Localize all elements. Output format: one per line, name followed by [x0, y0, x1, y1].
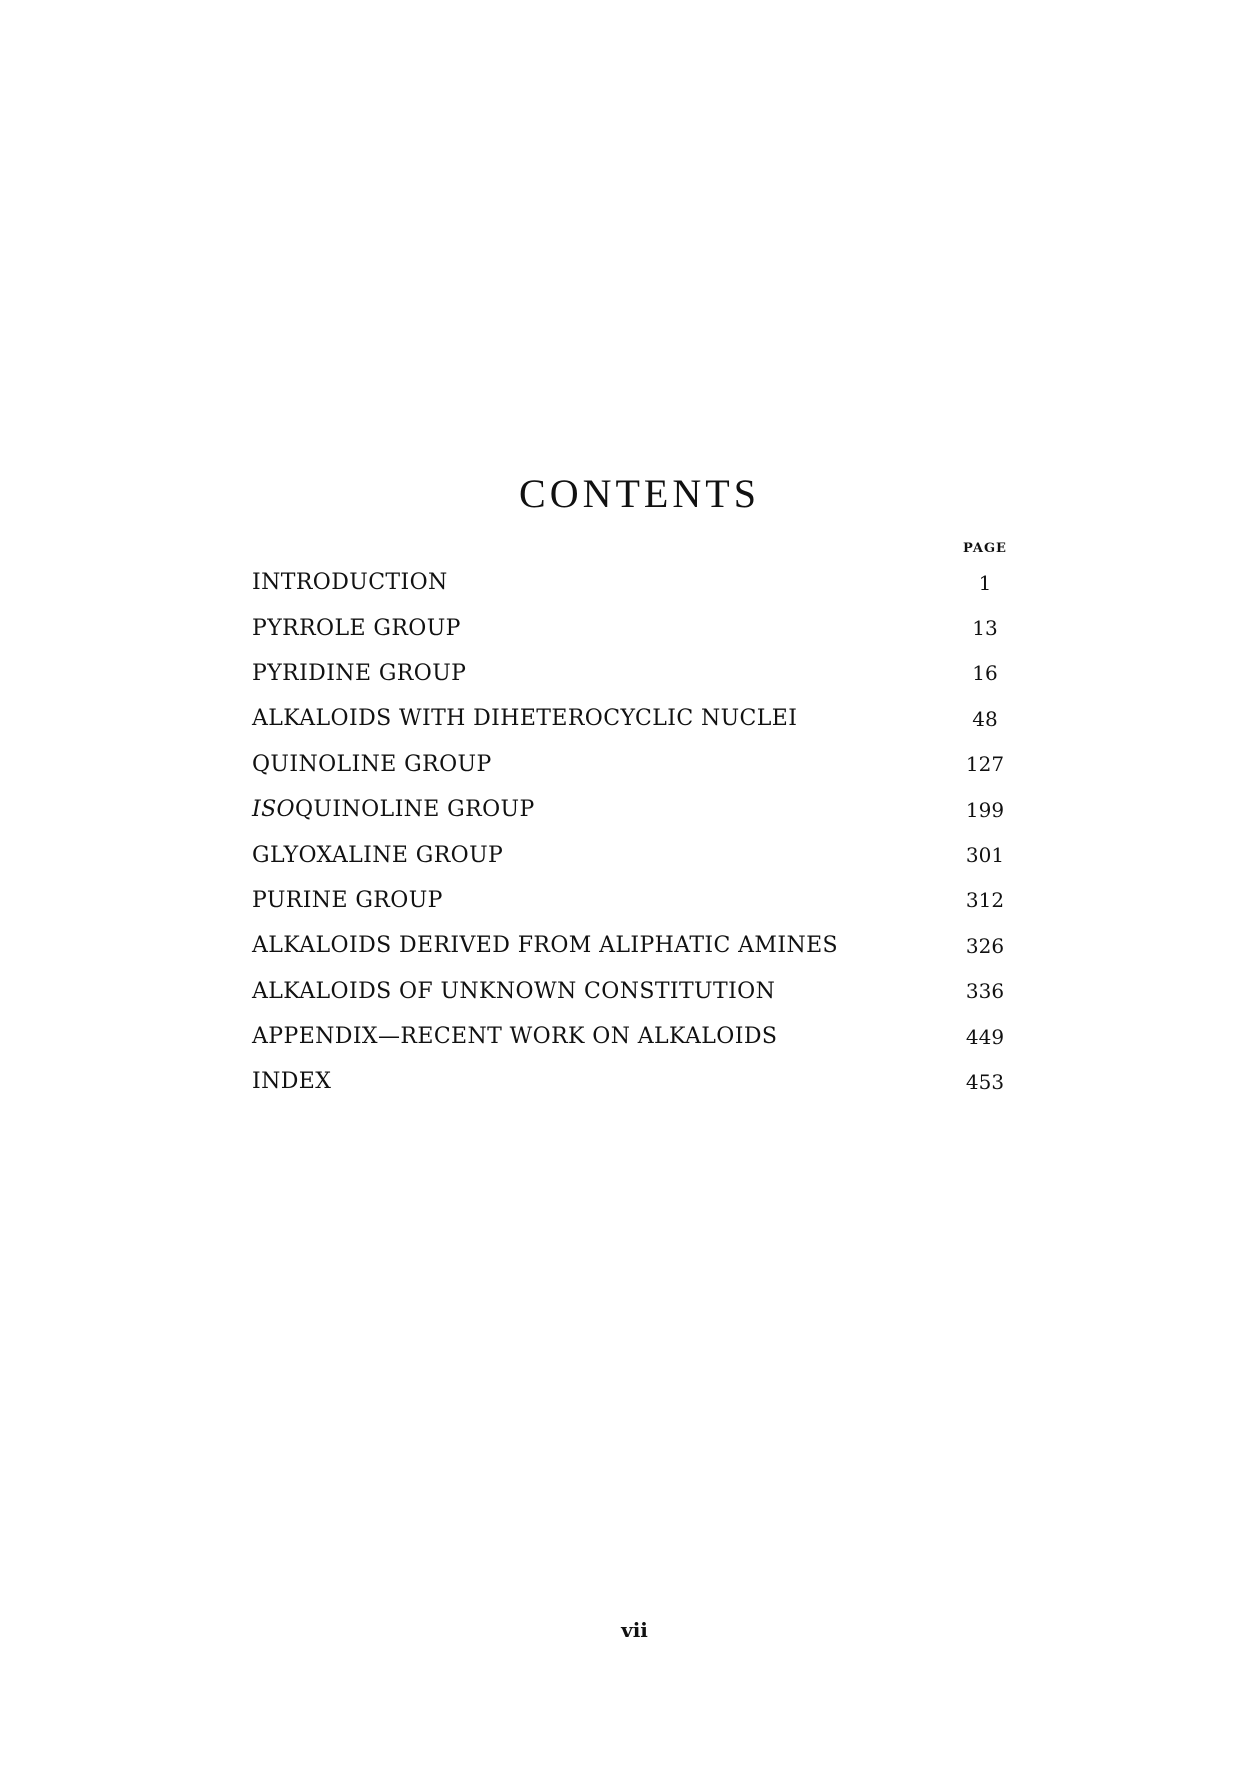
- table-of-contents: [252, 560, 1012, 1105]
- toc-entry: [252, 832, 1012, 877]
- toc-entry-label: PYRIDINE GROUP: [252, 660, 467, 686]
- toc-entry-label: PURINE GROUP: [252, 887, 443, 913]
- toc-entry-label: ALKALOIDS OF UNKNOWN CONSTITUTION: [252, 978, 776, 1004]
- page-number: vii: [621, 1618, 648, 1642]
- toc-entry-label: APPENDIX—RECENT WORK ON ALKALOIDS: [252, 1024, 778, 1050]
- page-column-header: PAGE: [963, 541, 1007, 556]
- toc-entry: [252, 560, 1012, 605]
- toc-entry-page: 326: [965, 933, 1005, 958]
- toc-entry-page: 312: [965, 888, 1005, 913]
- toc-entry: [252, 878, 1012, 923]
- toc-entry: [252, 969, 1012, 1014]
- toc-entry-page: 449: [965, 1024, 1005, 1049]
- toc-entry: [252, 1014, 1012, 1059]
- toc-entry: [252, 923, 1012, 968]
- toc-entry-page: 453: [965, 1069, 1005, 1094]
- toc-entry-page: 301: [965, 843, 1005, 868]
- toc-entry: [252, 696, 1012, 741]
- toc-entry-page: 199: [965, 797, 1005, 822]
- toc-entry-label: ALKALOIDS DERIVED FROM ALIPHATIC AMINES: [252, 933, 839, 959]
- toc-entry-page: 1: [978, 570, 992, 595]
- toc-entry-label: INTRODUCTION: [252, 570, 448, 596]
- toc-entry-label: INDEX: [252, 1069, 332, 1095]
- toc-entry-page: 336: [965, 979, 1005, 1004]
- toc-entry-page: 48: [972, 706, 998, 731]
- toc-entry-page: 127: [965, 752, 1005, 777]
- toc-entry: [252, 742, 1012, 787]
- toc-entry-label: GLYOXALINE GROUP: [252, 842, 504, 868]
- toc-entry-page: 13: [972, 616, 998, 641]
- page-title: CONTENTS: [519, 471, 760, 516]
- toc-entry-page: 16: [972, 661, 998, 686]
- toc-entry: [252, 605, 1012, 650]
- toc-entry-label: QUINOLINE GROUP: [252, 751, 492, 777]
- toc-entry-label: ISOQUINOLINE GROUP: [252, 797, 535, 823]
- toc-entry: [252, 787, 1012, 832]
- toc-entry-label: ALKALOIDS WITH DIHETEROCYCLIC NUCLEI: [252, 706, 798, 732]
- toc-entry-label: PYRROLE GROUP: [252, 615, 461, 641]
- toc-entry: [252, 1059, 1012, 1104]
- toc-entry: [252, 651, 1012, 696]
